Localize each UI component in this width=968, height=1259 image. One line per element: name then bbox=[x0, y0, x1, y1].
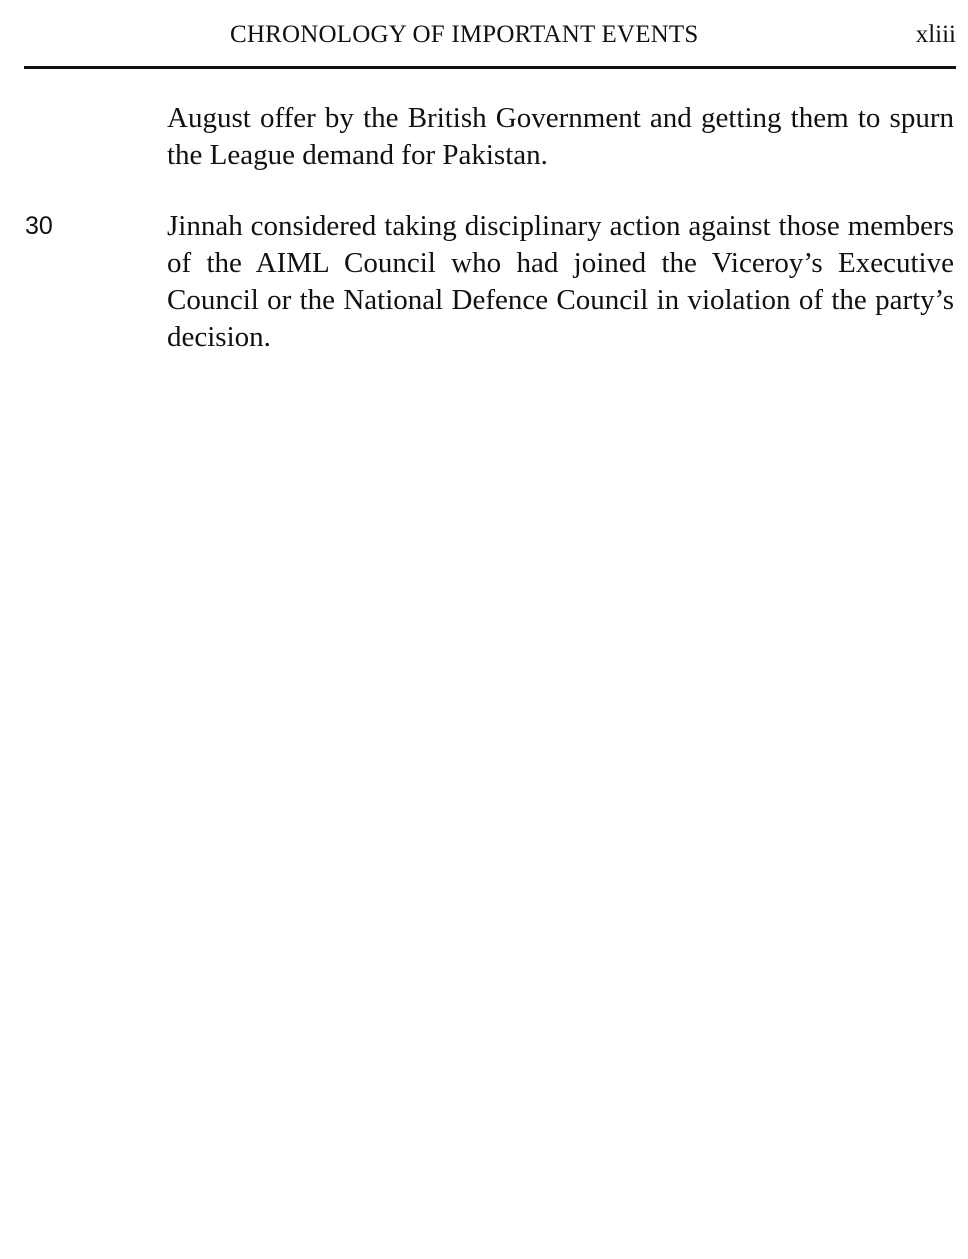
running-header bbox=[0, 18, 968, 58]
header-rule bbox=[24, 66, 956, 69]
entry-text: Jinnah considered taking disciplinary action against those members of the AIML Council who had joined the Viceroy’s Executive Council or the National Defence Council in violation of the party’s decision. bbox=[167, 210, 954, 353]
entry-date: 30 bbox=[25, 212, 53, 240]
entry-text: August offer by the British Government and getting them to spurn the League demand for Pakistan. bbox=[167, 102, 954, 171]
page-number: xliii bbox=[915, 21, 956, 48]
running-title: CHRONOLOGY OF IMPORTANT EVENTS bbox=[230, 21, 699, 48]
